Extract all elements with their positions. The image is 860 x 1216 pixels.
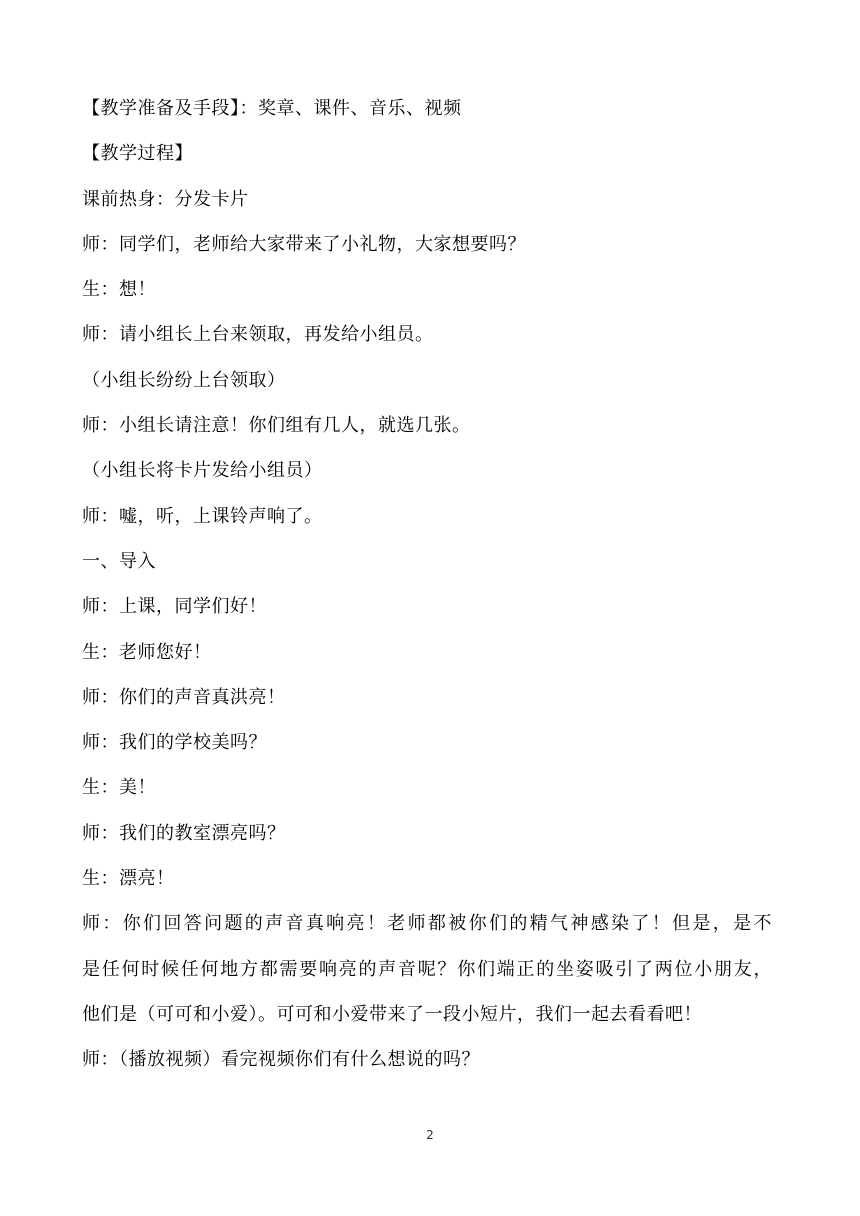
- warmup-line: 课前热身：分发卡片: [82, 188, 249, 210]
- paragraph-line: 他们是（可可和小爱）。可可和小爱带来了一段小短片，我们一起去看看吧！: [82, 1003, 702, 1025]
- teaching-process-heading: 【教学过程】: [82, 143, 193, 165]
- paragraph-line: 师：你们回答问题的声音真响亮！老师都被你们的精气神感染了！但是，是不: [82, 913, 772, 935]
- dialogue-line: 师：上课，同学们好！: [82, 596, 267, 618]
- stage-direction-line: （小组长将卡片发给小组员）: [82, 460, 323, 482]
- dialogue-line: 师：（播放视频）看完视频你们有什么想说的吗？: [82, 1049, 480, 1071]
- dialogue-line: 生：美！: [82, 777, 156, 799]
- stage-direction-line: （小组长纷纷上台领取）: [82, 369, 286, 391]
- dialogue-line: 师：嘘，听，上课铃声响了。: [82, 505, 323, 527]
- dialogue-line: 师：同学们，老师给大家带来了小礼物，大家想要吗？: [82, 233, 526, 255]
- dialogue-line: 生：漂亮！: [82, 868, 175, 890]
- dialogue-line: 师：你们的声音真洪亮！: [82, 686, 286, 708]
- dialogue-line: 生：想！: [82, 279, 156, 301]
- dialogue-line: 师：我们的教室漂亮吗？: [82, 822, 286, 844]
- teaching-preparation-line: 【教学准备及手段】：奖章、课件、音乐、视频: [82, 98, 462, 119]
- dialogue-line: 生：老师您好！: [82, 641, 212, 663]
- paragraph-line: 是任何时候任何地方都需要响亮的声音呢？你们端正的坐姿吸引了两位小朋友，: [82, 958, 772, 980]
- dialogue-line: 师：我们的学校美吗？: [82, 732, 267, 754]
- dialogue-line: 师：小组长请注意！你们组有几人，就选几张。: [82, 415, 471, 437]
- dialogue-line: 师：请小组长上台来领取，再发给小组员。: [82, 324, 434, 346]
- page-number: 2: [426, 1128, 434, 1142]
- section-heading-introduction: 一、导入: [82, 550, 156, 572]
- document-body: [82, 86, 782, 1083]
